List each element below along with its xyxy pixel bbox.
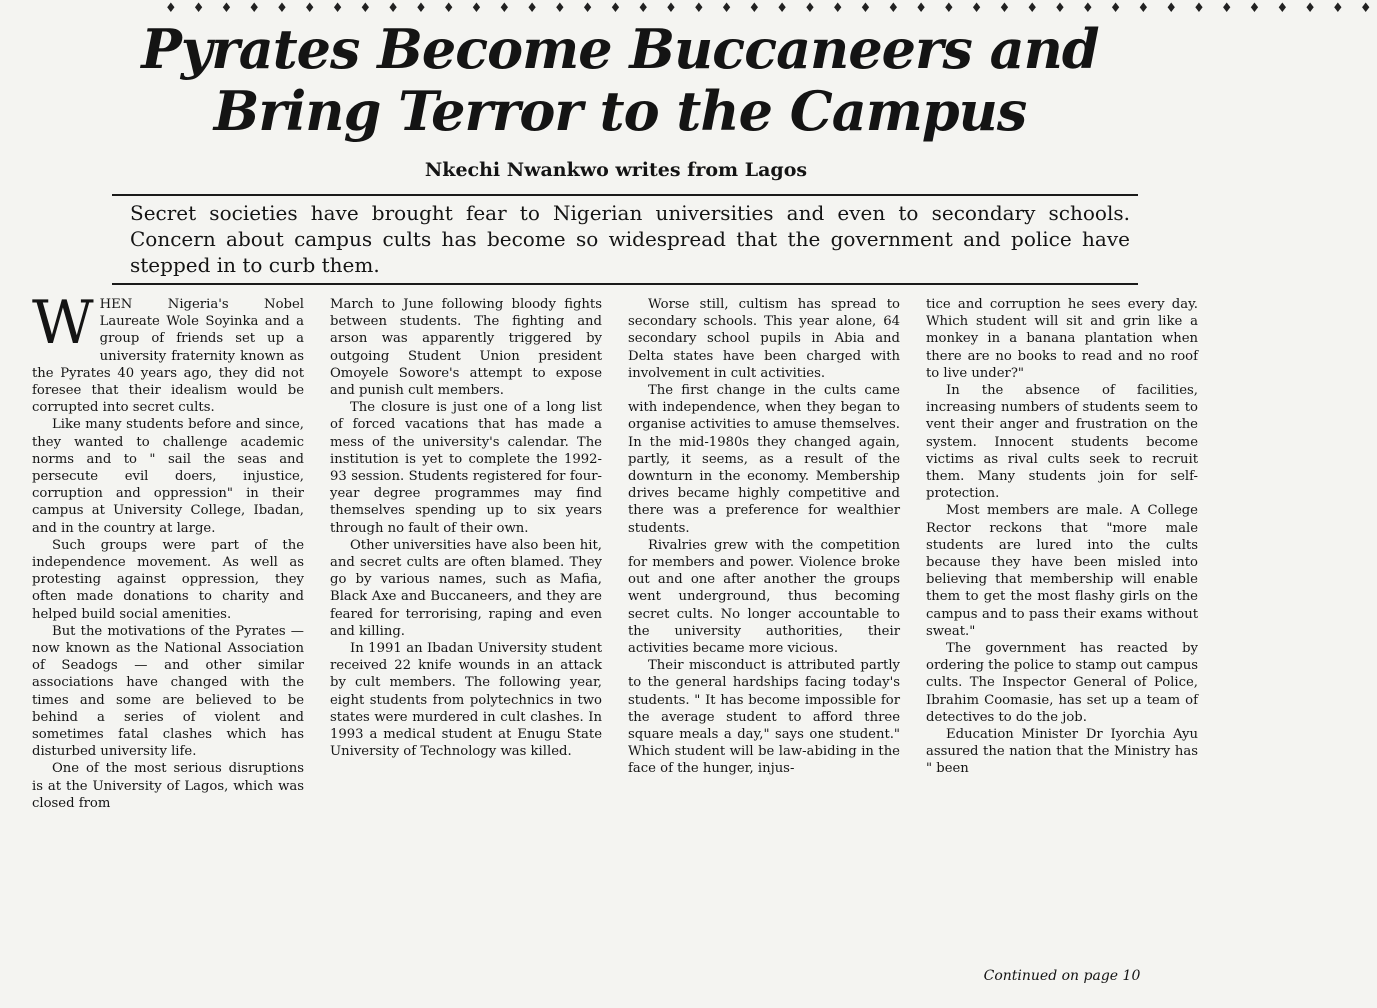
- ornament-rule: ♦ ♦ ♦ ♦ ♦ ♦ ♦ ♦ ♦ ♦ ♦ ♦ ♦ ♦ ♦ ♦ ♦ ♦ ♦ ♦ ♦ ♦ ♦ ♦ ♦ ♦ ♦ ♦ ♦ ♦ ♦ ♦ ♦ ♦ ♦ ♦ ♦ ♦ ♦ ♦ ♦ ♦ ♦ ♦: [165, 1, 1377, 16]
- article-column-4: [926, 296, 1198, 1002]
- paragraph: March to June following bloody fights between students. The fighting and arson was apparently triggered by outgoing Student Union president Omoyele Sowore's attempt to expose and punish cult members.: [330, 297, 602, 399]
- paragraph: But the motivations of the Pyrates — now known as the National Association of Seadogs — and other similar associations have changed with the times and some are believed to be behind a series of violent and sometimes fatal clashes which has disturbed university life.: [32, 623, 304, 760]
- paragraph: In 1991 an Ibadan University student received 22 knife wounds in an attack by cult members. The following year, eight students from polytechnics in two states were murdered in cult clashes. In 1993 a medical student at Enugu State University of Technology was killed.: [330, 641, 602, 760]
- headline-line-1: Pyrates Become Buccaneers and: [141, 17, 1099, 81]
- paragraph: In the absence of facilities, increasing numbers of students seem to vent their anger and frustration on the system. Innocent students become victims as rival cults seek to recruit them. Many students join for self-protection.: [926, 383, 1198, 502]
- drop-cap: W: [32, 288, 94, 358]
- paragraph: Education Minister Dr Iyorchia Ayu assured the nation that the Ministry has " been: [926, 727, 1198, 777]
- continued-note: Continued on page 10: [983, 968, 1141, 984]
- byline: Nkechi Nwankwo writes from Lagos: [424, 159, 808, 181]
- paragraph: One of the most serious disruptions is at the University of Lagos, which was closed from: [32, 761, 304, 811]
- paragraph: The first change in the cults came with independence, when they began to organise activities to amuse themselves. In the mid-1980s they changed again, partly, it seems, as a result of the downturn in the economy. Membership drives became highly competitive and there was a preference for wealthier students.: [628, 383, 900, 536]
- article-column-2: [330, 296, 602, 1002]
- paragraph: The government has reacted by ordering the police to stamp out campus cults. The Inspector General of Police, Ibrahim Coomasie, has set up a team of detectives to do the job.: [926, 641, 1199, 725]
- article-column-1: [32, 288, 304, 1002]
- paragraph: Such groups were part of the independence movement. As well as protesting against oppression, they often made donations to charity and helped build social amenities.: [32, 537, 304, 622]
- article-column-3: [628, 296, 900, 1002]
- paragraph-text: HEN Nigeria's Nobel Laureate Wole Soyinka and a group of friends set up a university fraternity known as the Pyrates 40 years ago, they did not foresee that their idealism would be corrupted into secret cults.: [32, 297, 304, 416]
- paragraph: tice and corruption he sees every day. Which student will sit and grin like a monkey in a banana plantation when there are no books to read and no roof to live under?": [926, 297, 1198, 381]
- paragraph: The closure is just one of a long list of forced vacations that has made a mess of the university's calendar. The institution is yet to complete the 1992-93 session. Students registered for four-year degree programmes may find themselves spending up to six years through no fault of their own.: [330, 400, 602, 536]
- paragraph: Worse still, cultism has spread to secondary schools. This year alone, 64 secondary school pupils in Abia and Delta states have been charged with involvement in cult activities.: [628, 297, 900, 381]
- paragraph: Their misconduct is attributed partly to the general hardships facing today's students. " It has become impossible for the average student to afford three square meals a day," says one student." Which student will be law-abiding in the face of the hunger, injus-: [628, 658, 900, 777]
- paragraph: Most members are male. A College Rector reckons that "more male students are lured into the cults because they have been misled into believing that membership will enable them to get the most flashy girls on the campus and to pass their exams without sweat.": [926, 503, 1198, 639]
- paragraph: Other universities have also been hit, and secret cults are often blamed. They go by various names, such as Mafia, Black Axe and Buccaneers, and they are feared for terrorising, raping and even and killing.: [330, 537, 602, 639]
- paragraph: [32, 288, 304, 416]
- headline-line-2: Bring Terror to the Campus: [213, 79, 1027, 143]
- divider-bottom: [112, 283, 1138, 285]
- paragraph: Like many students before and since, they wanted to challenge academic norms and to " sail the seas and persecute evil doers, injustice, corruption and oppression" in their campus at University College, Ibadan, and in the country at large.: [32, 417, 304, 536]
- headline: [100, 18, 1140, 142]
- standfirst: Secret societies have brought fear to Nigerian universities and even to secondary schools. Concern about campus cults has become so widespread that the government and police have stepped in to curb them.: [130, 201, 1130, 277]
- divider-top: [112, 194, 1138, 196]
- paragraph: Rivalries grew with the competition for members and power. Violence broke out and one after another the groups went underground, thus becoming secret cults. No longer accountable to the university authorities, their activities became more vicious.: [628, 537, 900, 657]
